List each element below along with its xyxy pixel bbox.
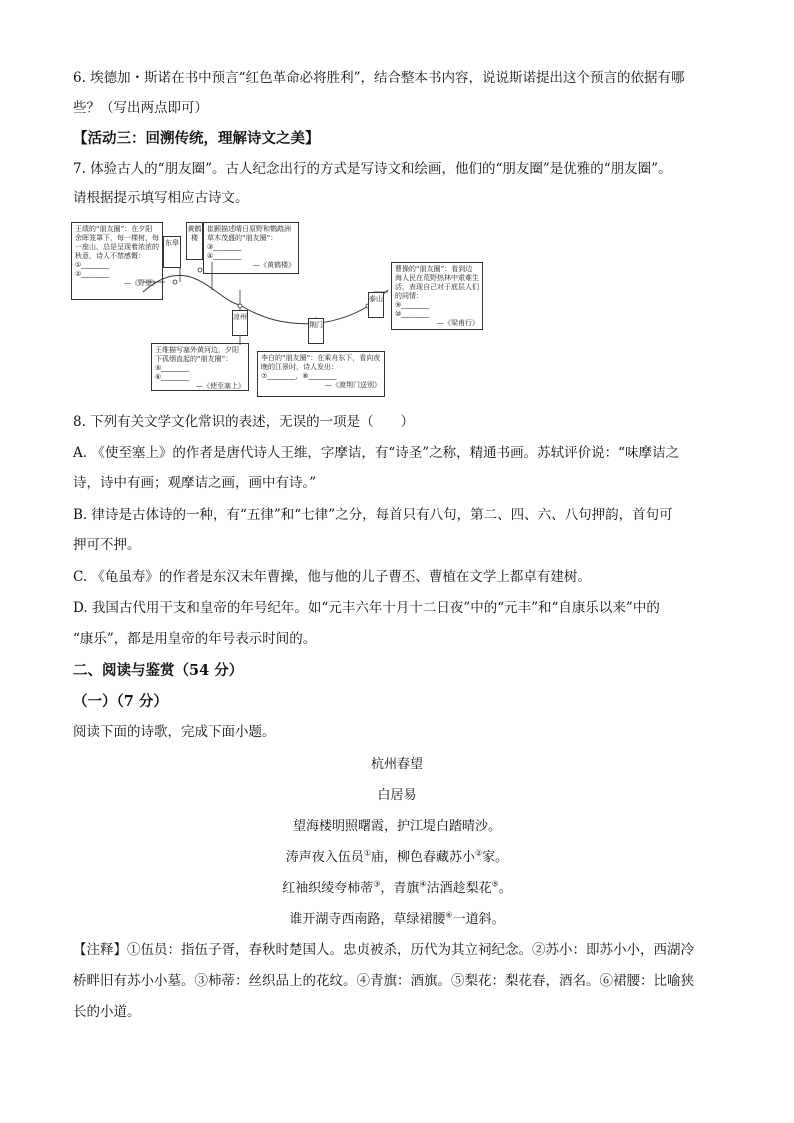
poem-line-3-part-c: 沽酒趁梨花 — [426, 881, 492, 896]
blank-7-8[interactable]: ⑦________，⑧________ — [261, 372, 337, 380]
poem-title: 杭州春望 — [370, 757, 423, 772]
q8-option-c[interactable]: C. 《龟虽寿》的作者是东汉末年曹操，他与他的儿子曹丕、曹植在文学上都卓有建树。 — [73, 569, 591, 585]
note-mark-3: ③ — [373, 879, 381, 889]
q7-line2: 请根据提示填写相应古诗文。 — [73, 190, 249, 206]
q8-option-a-line2: 诗，诗中有画；观摩诘之画，画中有诗。” — [73, 475, 317, 491]
poem-author: 白居易 — [377, 788, 417, 803]
box-shizhisaishang — [151, 343, 249, 391]
box-yewang-source: —《野望》 — [124, 279, 159, 287]
poem-line-3-part-b: ，青旗 — [380, 881, 420, 896]
tag-dongao: 东皋 — [163, 236, 181, 268]
box-yewang-text: 王绩的“朋友圈”：在夕阳余晖笼罩下，每一棵树，每一座山，总是呈现着浓浓的秋意，诗人不禁感慨： — [75, 225, 159, 260]
q6-line2: 些？（写出两点即可） — [73, 100, 208, 116]
activity3-heading: 【活动三：回溯传统，理解诗文之美】 — [73, 130, 320, 147]
box-shizhisaishang-text: 王维描写塞外黄河边，夕阳下孤烟直起的“朋友圈”： — [155, 346, 239, 363]
box-huanghelou — [203, 222, 299, 274]
poem-line-2 — [0, 848, 794, 868]
poem-line-3-part-a: 红袖织绫夸柿蒂 — [282, 881, 374, 896]
tag-taishan: 泰山 — [368, 292, 384, 318]
notes-line-1: 【注释】①伍员：指伍子胥，春秋时楚国人。忠贞被杀，历代为其立祠纪念。②苏小：即苏小小，西湖冷 — [73, 942, 694, 958]
q8-option-b-line2: 押可不押。 — [73, 537, 141, 553]
poem-line-1: 望海楼明照曙霞，护江堤白踏晴沙。 — [292, 819, 501, 834]
poem-line-2-part-c: 家。 — [482, 850, 509, 865]
box-huanghelou-text: 崔颢描述晴日原野和鹦鹉洲草木茂盛的“朋友圈”： — [207, 225, 291, 242]
box-liangfuxing-source: —《梁甫行》 — [437, 319, 479, 327]
box-liangfuxing-text: 曹操的“朋友圈”：看到边海人民在荒野热林中艰难生活，表现自己对于底层人们的同情： — [395, 265, 479, 300]
note-mark-1: ① — [363, 848, 371, 858]
blank-9[interactable]: ⑨________ — [395, 301, 430, 309]
q8-option-a-line1[interactable]: A. 《使至塞上》的作者是唐代诗人王维，字摩诘，有“诗圣”之称，精通书画。苏轼评价说：“味摩诘之 — [73, 445, 680, 461]
notes-line-3: 长的小道。 — [73, 1004, 141, 1020]
section2-heading: 二、阅读与鉴赏（54 分） — [73, 662, 244, 679]
q8-option-d-line1[interactable]: D. 我国古代用干支和皇帝的年号纪年。如“元丰六年十月十二日夜”中的“元丰”和“自康乐以来”中的 — [73, 600, 660, 616]
box-liangfuxing — [391, 262, 483, 330]
blank-6[interactable]: ⑥________ — [155, 373, 190, 381]
box-yewang — [71, 222, 163, 300]
blank-2[interactable]: ②________ — [75, 270, 110, 278]
q6-line1: 6. 埃德加・斯诺在书中预言“红色革命必将胜利”，结合整本书内容，说说斯诺提出这个预言的依据有哪 — [73, 70, 685, 86]
blank-4[interactable]: ④________ — [207, 252, 242, 260]
blank-10[interactable]: ⑩________ — [395, 310, 430, 318]
poem-line-3 — [0, 879, 794, 899]
q8-option-d-line2: “康乐”，都是用皇帝的年号表示时间的。 — [73, 631, 317, 647]
box-huanghelou-source: —《黄鹤楼》 — [253, 261, 295, 269]
note-mark-6: ⑥ — [445, 910, 453, 920]
poem-line-4 — [0, 910, 794, 930]
q7-line1: 7. 体验古人的“朋友圈”。古人纪念出行的方式是写诗文和绘画，他们的“朋友圈”是优雅的“朋友圈”。 — [73, 161, 672, 177]
q8-stem: 8. 下列有关文学文化常识的表述，无误的一项是（ ） — [73, 414, 415, 430]
blank-3[interactable]: ③________ — [207, 243, 242, 251]
part1-heading: （一）（7 分） — [73, 693, 168, 710]
notes-line-2: 桥畔旧有苏小小墓。③柿蒂：丝织品上的花纹。④青旗：酒旗。⑤梨花：梨花春，酒名。⑥裙腰：比喻狭 — [73, 973, 694, 989]
poem-line-4-part-a: 谁开湖寺西南路，草绿裙腰 — [289, 912, 446, 927]
blank-1[interactable]: ①________ — [75, 261, 110, 269]
note-mark-2: ② — [475, 848, 483, 858]
q8-option-b-line1[interactable]: B. 律诗是古体诗的一种，有“五律”和“七律”之分，每首只有八句，第二、四、六、八句押韵，首句可 — [73, 507, 673, 523]
blank-5[interactable]: ⑤________ — [155, 364, 190, 372]
box-shizhisaishang-source: —《使至塞上》 — [196, 382, 245, 390]
box-dujingmen-text: 李白的“朋友圈”：在乘舟东下，看向夜晚的江景时，诗人发出： — [261, 354, 381, 371]
box-dujingmen — [257, 351, 385, 397]
note-mark-5: ⑤ — [491, 879, 499, 889]
box-dujingmen-source: —《渡荆门送别》 — [325, 381, 381, 389]
tag-jingmen: 荆门 — [308, 318, 324, 344]
poem-line-2-part-a: 涛声夜入伍员 — [285, 850, 364, 865]
poem-line-2-part-b: 庙，柳色春藏苏小 — [370, 850, 475, 865]
poem-line-4-part-b: 一道斜。 — [452, 912, 505, 927]
note-mark-4: ④ — [419, 879, 427, 889]
journey-curve — [143, 275, 388, 323]
tag-huanghelou: 黄鹤楼 — [186, 222, 203, 260]
reading-instruction: 阅读下面的诗歌，完成下面小题。 — [73, 724, 276, 740]
tag-liangzhou: 凉州 — [232, 310, 248, 336]
poem-line-3-part-d: 。 — [498, 881, 512, 896]
